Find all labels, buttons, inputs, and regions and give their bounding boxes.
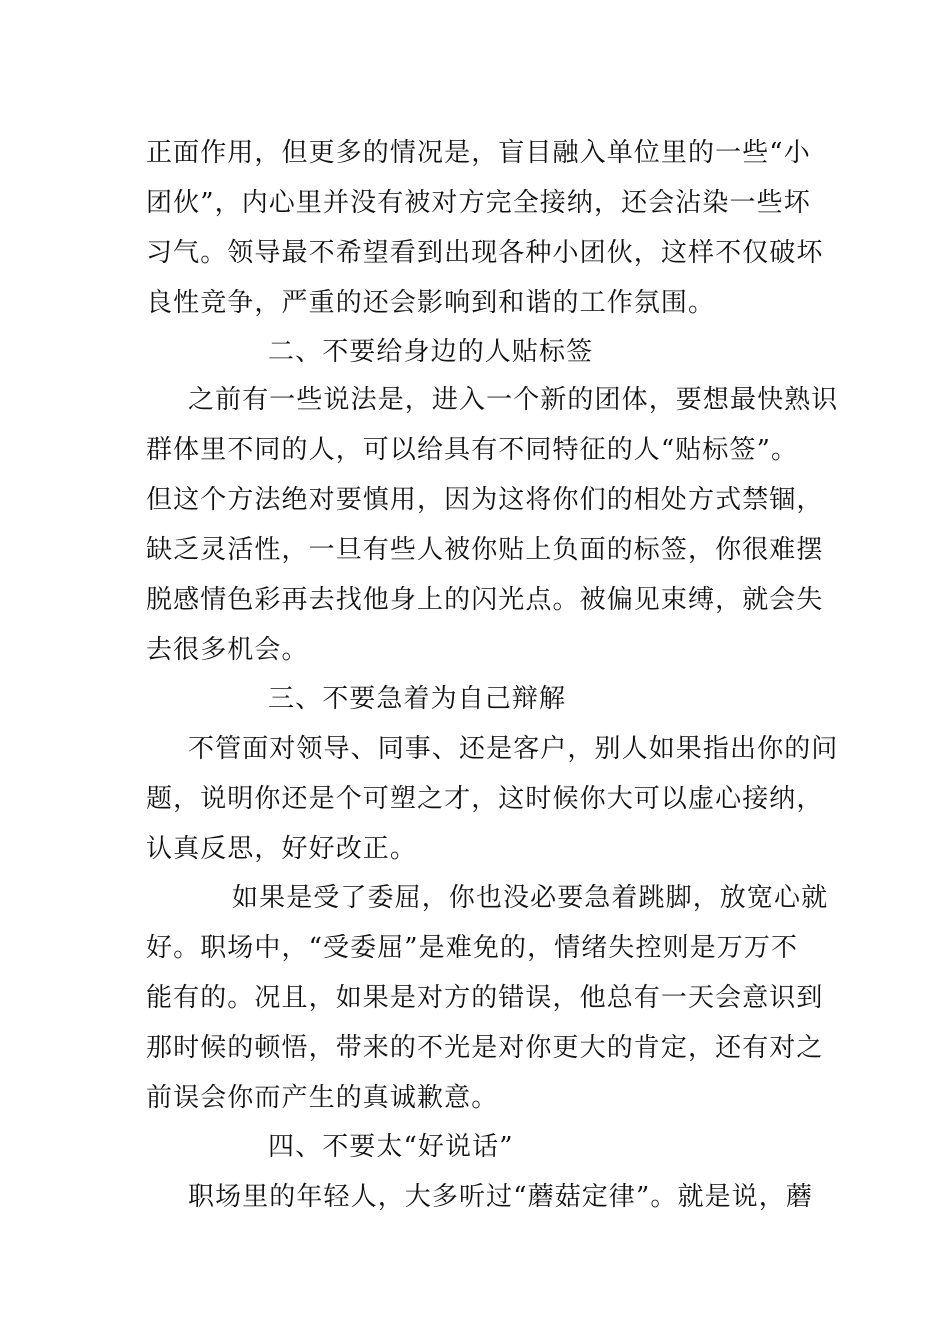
paragraph-5-line-1: 职场里的年轻人，大多听过“蘑菇定律”。就是说，蘑: [188, 1182, 813, 1212]
paragraph-1-line-1: 正面作用，但更多的情况是，盲目融入单位里的一些“小: [146, 138, 811, 168]
paragraph-4-line-4: 那时候的顿悟，带来的不光是对你更大的肯定，还有对之: [146, 1033, 824, 1063]
paragraph-2-line-2: 群体里不同的人，可以给具有不同特征的人“贴标签”。: [146, 435, 799, 465]
paragraph-1-line-2: 团伙”，内心里并没有被对方完全接纳，还会沾染一些坏: [146, 188, 811, 218]
paragraph-4-line-3: 能有的。况且，如果是对方的错误，他总有一天会意识到: [146, 983, 824, 1013]
paragraph-3-line-1: 不管面对领导、同事、还是客户，别人如果指出你的问: [188, 734, 839, 764]
section-heading-2: 二、不要给身边的人贴标签: [268, 337, 594, 367]
paragraph-2-line-4: 缺乏灵活性，一旦有些人被你贴上负面的标签，你很难摆: [146, 535, 824, 565]
paragraph-4-line-2: 好。职场中，“受委屈”是难免的，情绪失控则是万万不: [146, 933, 799, 963]
paragraph-2-line-6: 去很多机会。: [146, 635, 309, 665]
paragraph-1-line-3: 习气。领导最不希望看到出现各种小团伙，这样不仅破坏: [146, 238, 824, 268]
paragraph-1-line-4: 良性竞争，严重的还会影响到和谐的工作氛围。: [146, 288, 716, 318]
paragraph-4-line-1: 如果是受了委屈，你也没必要急着跳脚，放宽心就: [232, 883, 829, 913]
paragraph-3-line-2: 题，说明你还是个可塑之才，这时候你大可以虚心接纳，: [146, 784, 824, 814]
paragraph-2-line-3: 但这个方法绝对要慎用，因为这将你们的相处方式禁锢，: [146, 485, 824, 515]
paragraph-4-line-5: 前误会你而产生的真诚歉意。: [146, 1083, 499, 1113]
paragraph-3-line-3: 认真反思，好好改正。: [146, 834, 418, 864]
paragraph-2-line-5: 脱感情色彩再去找他身上的闪光点。被偏见束缚，就会失: [146, 585, 824, 615]
section-heading-3: 三、不要急着为自己辩解: [268, 684, 567, 714]
paragraph-2-line-1: 之前有一些说法是，进入一个新的团体，要想最快熟识: [188, 385, 839, 415]
section-heading-4: 四、不要太“好说话”: [268, 1132, 514, 1162]
